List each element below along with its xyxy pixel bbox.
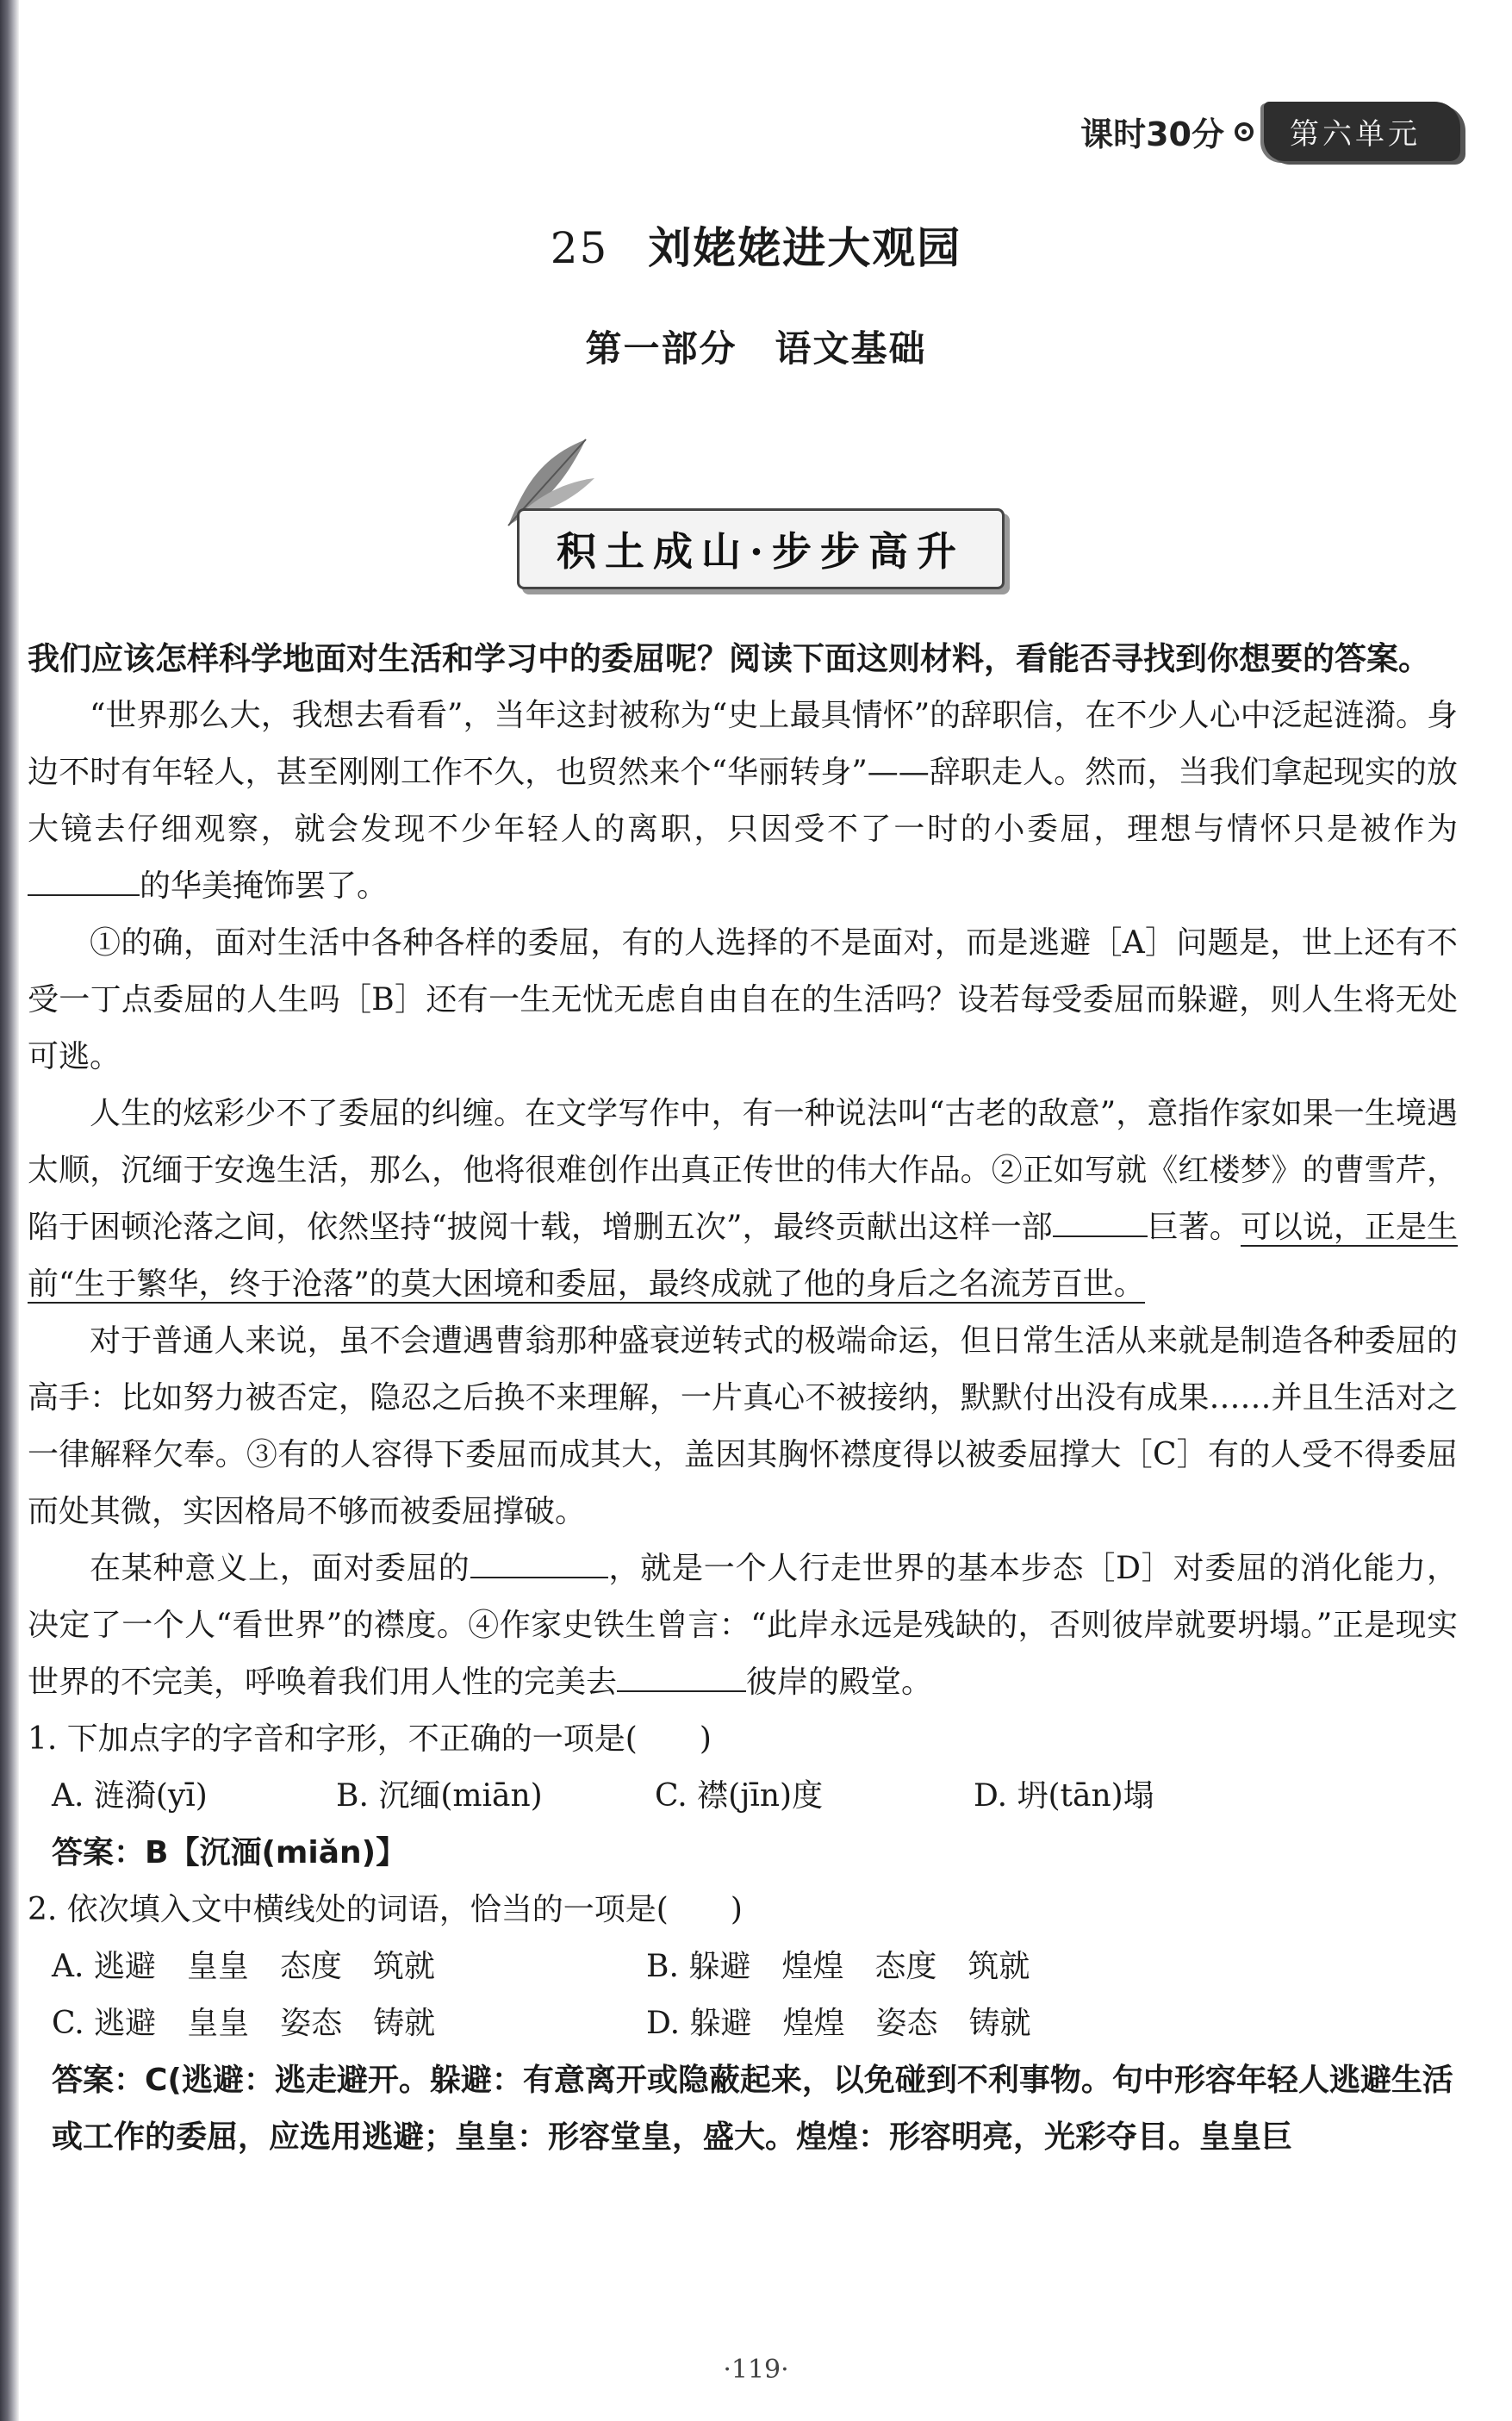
option-a: A. 涟漪(yī) (52, 1778, 208, 1814)
page-number: ·119· (723, 2355, 789, 2385)
option-d: D. 坍(tān)塌 (974, 1778, 1154, 1814)
banner-area (491, 431, 1008, 586)
passage-paragraph-2: ①的确，面对生活中各种各样的委屈，有的人选择的不是面对，而是逃避［A］问题是，世上还有不受一丁点委屈的人生吗［B］还有一生无忧无虑自由自在的生活吗？设若每受委屈而躲避，则人生将无处可逃。 (28, 925, 1458, 1074)
option-d: D. 躲避 煌煌 姿态 铸就 (646, 2006, 1031, 2041)
passage-paragraph-4: 对于普通人来说，虽不会遭遇曹翁那种盛衰逆转式的极端命运，但日常生活从来就是制造各种委屈的高手：比如努力被否定，隐忍之后换不来理解，一片真心不被接纳，默默付出没有成果……并且生活对之一律解释欠奉。③有的人容得下委屈而成其大，盖因其胸怀襟度得以被委屈撑大［C］有的人受不得委屈而处其微，实因格局不够而被委屈撑破。 (28, 1323, 1458, 1529)
unit-tag: 第六单元 (1264, 102, 1460, 161)
header-label: 课时30分 (1080, 115, 1224, 153)
answer-1: 答案：B【沉湎(miǎn)】 (52, 1835, 408, 1870)
page-content (28, 631, 1458, 2166)
fill-blank (617, 1690, 746, 1692)
question-1-options (28, 1768, 1458, 1825)
motto-banner: 积土成山·步步高升 (517, 508, 1005, 589)
fill-blank (470, 1577, 608, 1578)
option-c: C. 襟(jīn)度 (655, 1778, 824, 1814)
fill-blank (28, 894, 140, 896)
fill-blank (1053, 1235, 1148, 1237)
passage-paragraph-3: 人生的炫彩少不了委屈的纠缠。在文学写作中，有一种说法叫“古老的敌意”，意指作家如果一生境遇太顺，沉缅于安逸生活，那么，他将很难创作出真正传世的伟大作品。②正如写就《红楼梦》的曹雪芹，陷于困顿沦落之间，依然坚持“披阅十载，增删五次”，最终贡献出这样一部 巨著。可以说，正是生前“生于繁华，终于沧落”的莫大困境和委屈，最终成就了他的身后之名流芳百世。 (28, 1096, 1458, 1302)
question-2-options (28, 1939, 1458, 2052)
question-2: 2. 依次填入文中横线处的词语，恰当的一项是( ) (28, 1892, 743, 1927)
option-c: C. 逃避 皇皇 姿态 铸就 (52, 2006, 436, 2041)
intro-question: 我们应该怎样科学地面对生活和学习中的委屈呢？阅读下面这则材料，看能否寻找到你想要的答案。 (28, 640, 1430, 677)
passage-paragraph-1: “世界那么大，我想去看看”，当年这封被称为“史上最具情怀”的辞职信，在不少人心中泛起涟漪。身边不时有年轻人，甚至刚刚工作不久，也贸然来个“华丽转身”——辞职走人。然而，当我们拿起现实的放大镜去仔细观察，就会发现不少年轻人的离职，只因受不了一时的小委屈，理想与情怀只是被作为的华美掩饰罢了。 (28, 698, 1458, 904)
lesson-title (0, 214, 1512, 276)
option-b: B. 躲避 煌煌 态度 筑就 (646, 1949, 1030, 1984)
section-heading: 第一部分 语文基础 (585, 327, 927, 370)
passage-paragraph-5: 在某种意义上，面对委屈的 ，就是一个人行走世界的基本步态［D］对委屈的消化能力，决定了一个人“看世界”的襟度。④作家史铁生曾言：“此岸永远是残缺的，否则彼岸就要坍塌。”正是现实世界的不完美，呼唤着我们用人性的完美去 彼岸的殿堂。 (28, 1551, 1458, 1700)
option-b: B. 沉缅(miān) (336, 1778, 543, 1814)
question-1: 1. 下加点字的字音和字形，不正确的一项是( ) (28, 1721, 712, 1757)
bullet-icon (1235, 122, 1254, 141)
option-a: A. 逃避 皇皇 态度 筑就 (52, 1949, 435, 1984)
page-header (1080, 102, 1460, 161)
answer-2: 答案：C(逃避：逃走避开。躲避：有意离开或隐蔽起来，以免碰到不利事物。句中形容年轻人逃避生活或工作的委屈，应选用逃避；皇皇：形容堂皇，盛大。煌煌：形容明亮，光彩夺目。皇皇巨 (52, 2063, 1453, 2155)
underlined-sentence: 可以说，正是生前“生于繁华，终于沧落”的莫大困境和委屈，最终成就了他的身后之名流芳百世。 (28, 1210, 1458, 1302)
lesson-title-text: 刘姥姥进大观园 (648, 222, 962, 273)
lesson-number: 25 (550, 223, 609, 273)
